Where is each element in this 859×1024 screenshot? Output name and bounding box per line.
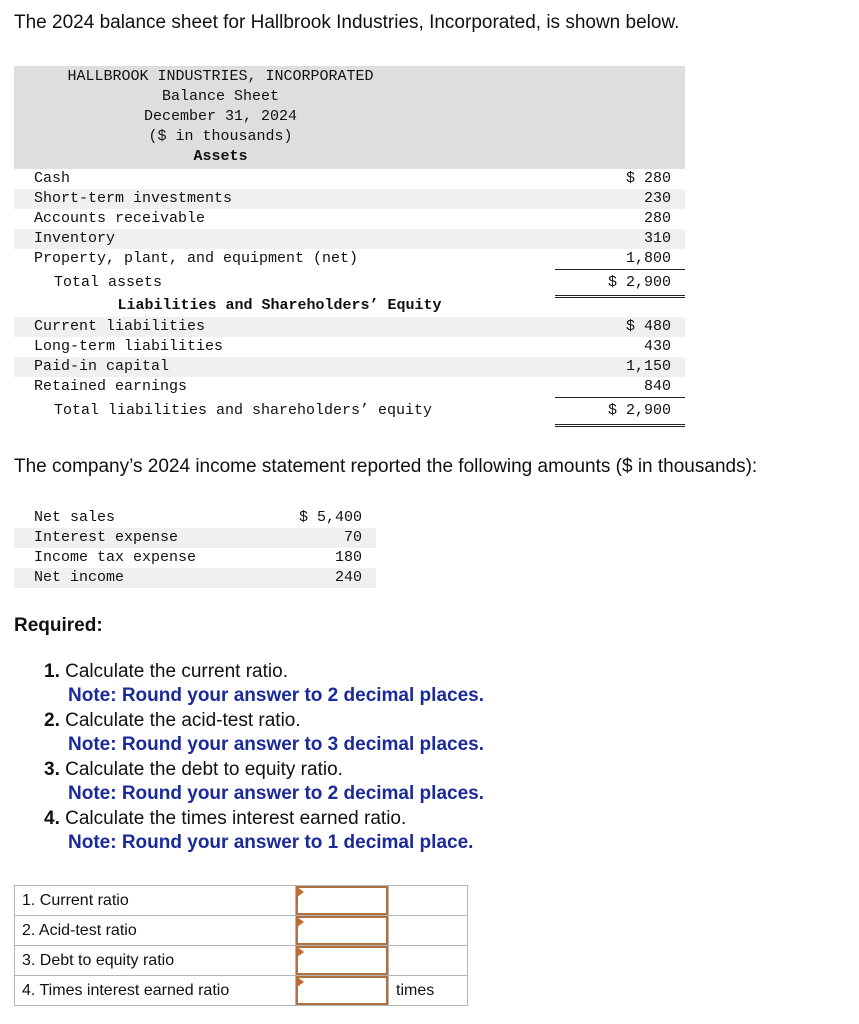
- answer-unit: [389, 946, 468, 976]
- answer-unit: times: [389, 976, 468, 1006]
- answer-label: 1. Current ratio: [15, 886, 296, 916]
- answer-row: [15, 916, 468, 946]
- total-liabilities-value: $ 2,900: [607, 402, 671, 419]
- answer-cell: [296, 976, 389, 1006]
- task-note: Note: Round your answer to 3 decimal places.: [68, 734, 484, 755]
- income-value: 70: [343, 529, 362, 546]
- liability-label: Current liabilities: [34, 318, 206, 335]
- income-row: [14, 528, 376, 548]
- balance-sheet-header: [14, 66, 685, 169]
- income-intro-text: The company’s 2024 income statement reported the following amounts ($ in thousands):: [14, 456, 758, 477]
- task-list: [44, 660, 484, 856]
- asset-label: Accounts receivable: [34, 210, 206, 227]
- asset-value: 280: [643, 210, 671, 227]
- answer-table: [14, 885, 468, 1006]
- statement-title: Balance Sheet: [161, 88, 280, 105]
- required-heading: Required:: [14, 615, 103, 636]
- answer-cell: [296, 886, 389, 916]
- task-text: Calculate the debt to equity ratio.: [65, 759, 343, 780]
- answer-row: [15, 976, 468, 1006]
- liability-value: 840: [643, 378, 671, 395]
- answer-row: [15, 946, 468, 976]
- liability-row: [14, 337, 685, 357]
- statement-units: ($ in thousands): [148, 128, 293, 145]
- task-text: Calculate the times interest earned ratio.: [65, 808, 407, 829]
- task-item: [44, 758, 484, 806]
- task-note: Note: Round your answer to 1 decimal place.: [68, 832, 474, 853]
- answer-cell: [296, 946, 389, 976]
- answer-label: 4. Times interest earned ratio: [15, 976, 296, 1006]
- input-marker-icon: [297, 947, 304, 957]
- total-assets-row: [14, 271, 685, 295]
- income-label: Net sales: [34, 509, 116, 526]
- asset-row: [14, 249, 685, 269]
- liability-row: [14, 317, 685, 337]
- asset-row: [14, 189, 685, 209]
- liabilities-heading: Liabilities and Shareholders’ Equity: [117, 297, 442, 314]
- answer-unit: [389, 886, 468, 916]
- asset-value: 230: [643, 190, 671, 207]
- liability-label: Retained earnings: [34, 378, 188, 395]
- answer-row: [15, 886, 468, 916]
- task-number: 4.: [44, 808, 60, 829]
- answer-label: 3. Debt to equity ratio: [15, 946, 296, 976]
- total-assets-value: $ 2,900: [607, 274, 671, 291]
- task-text: Calculate the current ratio.: [65, 661, 288, 682]
- liability-label: Paid-in capital: [34, 358, 170, 375]
- total-assets-label: Total assets: [54, 274, 163, 291]
- liability-row: [14, 377, 685, 397]
- asset-value: 1,800: [625, 250, 671, 267]
- liability-value: 430: [643, 338, 671, 355]
- asset-row: [14, 209, 685, 229]
- acid-test-ratio-input[interactable]: [296, 916, 388, 945]
- total-liabilities-label: Total liabilities and shareholders’ equity: [54, 402, 433, 419]
- task-item: [44, 660, 484, 708]
- assets-heading: Assets: [193, 148, 248, 165]
- asset-label: Property, plant, and equipment (net): [34, 250, 359, 267]
- income-row: [14, 548, 376, 568]
- input-marker-icon: [297, 887, 304, 897]
- asset-label: Short-term investments: [34, 190, 233, 207]
- intro-text: The 2024 balance sheet for Hallbrook Industries, Incorporated, is shown below.: [14, 12, 680, 33]
- liability-label: Long-term liabilities: [34, 338, 224, 355]
- asset-row: [14, 229, 685, 249]
- asset-row: [14, 169, 685, 189]
- input-marker-icon: [297, 977, 304, 987]
- income-value: 180: [334, 549, 362, 566]
- income-row: [14, 568, 376, 588]
- liability-value: $ 480: [625, 318, 671, 335]
- task-note: Note: Round your answer to 2 decimal places.: [68, 685, 484, 706]
- income-label: Net income: [34, 569, 125, 586]
- task-item: [44, 807, 484, 855]
- asset-label: Cash: [34, 170, 71, 187]
- task-number: 1.: [44, 661, 60, 682]
- asset-value: $ 280: [625, 170, 671, 187]
- answer-cell: [296, 916, 389, 946]
- income-row: [14, 508, 376, 528]
- statement-date: December 31, 2024: [143, 108, 298, 125]
- debt-to-equity-input[interactable]: [296, 946, 388, 975]
- income-statement: [14, 508, 376, 588]
- asset-value: 310: [643, 230, 671, 247]
- liability-value: 1,150: [625, 358, 671, 375]
- times-interest-earned-input[interactable]: [296, 976, 388, 1005]
- input-marker-icon: [297, 917, 304, 927]
- income-value: 240: [334, 569, 362, 586]
- company-name: HALLBROOK INDUSTRIES, INCORPORATED: [67, 68, 374, 85]
- income-value: $ 5,400: [298, 509, 362, 526]
- answer-label: 2. Acid-test ratio: [15, 916, 296, 946]
- task-note: Note: Round your answer to 2 decimal places.: [68, 783, 484, 804]
- total-liabilities-row: [14, 398, 685, 424]
- answer-unit: [389, 916, 468, 946]
- task-item: [44, 709, 484, 757]
- liability-row: [14, 357, 685, 377]
- task-number: 2.: [44, 710, 60, 731]
- income-label: Income tax expense: [34, 549, 197, 566]
- asset-label: Inventory: [34, 230, 116, 247]
- current-ratio-input[interactable]: [296, 886, 388, 915]
- income-label: Interest expense: [34, 529, 179, 546]
- task-number: 3.: [44, 759, 60, 780]
- balance-sheet: [14, 66, 685, 424]
- task-text: Calculate the acid-test ratio.: [65, 710, 301, 731]
